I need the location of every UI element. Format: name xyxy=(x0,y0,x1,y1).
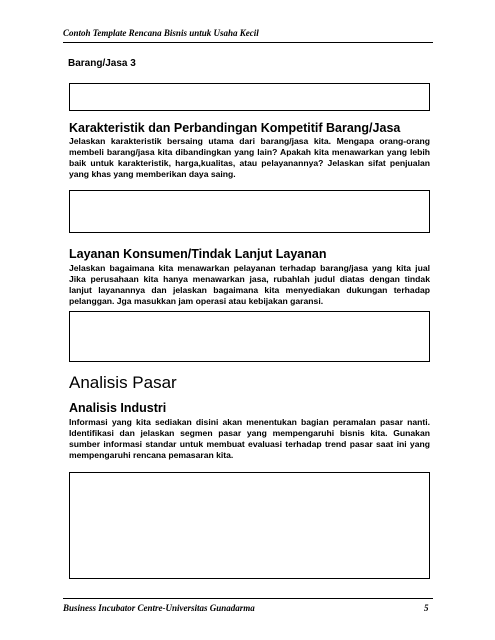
goods-label: Barang/Jasa 3 xyxy=(68,58,136,69)
running-header: Contoh Template Rencana Bisnis untuk Usaha Kecil xyxy=(63,28,259,38)
industry-instructions: Informasi yang kita sediakan disini akan menentukan bagian peramalan pasar nanti. Identifikasi dan jelaskan segmen pasar yang mempengaruhi bisnis kita. Gunakan sumber informasi standar untuk membuat evaluasi terhadap trend pasar saat ini yang mempengaruhi rencana pemasaran kita. xyxy=(69,417,430,460)
footer-text: Business Incubator Centre-Universitas Gunadarma xyxy=(63,603,255,613)
market-analysis-heading: Analisis Pasar xyxy=(69,373,177,392)
competitive-input-box[interactable] xyxy=(69,190,430,233)
competitive-instructions: Jelaskan karakteristik bersaing utama dari barang/jasa kita. Mengapa orang-orang membeli barang/jasa kita dibandingkan yang lain? Apakah kita menawarkan yang lebih baik untuk karakteristik, harga,kualitas, atau pelayanannya? Jelaskan sifat penjualan yang khas yang memberikan daya saing. xyxy=(69,136,430,179)
page-number: 5 xyxy=(424,603,429,613)
industry-heading: Analisis Industri xyxy=(69,401,167,415)
competitive-heading: Karakteristik dan Perbandingan Kompetitif Barang/Jasa xyxy=(69,121,401,135)
service-instructions: Jelaskan bagaimana kita menawarkan pelayanan terhadap barang/jasa yang kita jual Jika perusahaan kita hanya menawarkan jasa, rubahlah judul diatas dengan tindak lanjut layanannya dan jelaskan bagaimana kita menyediakan dukungan terhadap pelanggan. Jga masukkan jam operasi atau kebijakan garansi. xyxy=(69,263,430,306)
industry-input-box[interactable] xyxy=(69,472,430,579)
header-rule xyxy=(63,42,433,43)
service-input-box[interactable] xyxy=(69,311,430,362)
footer-rule xyxy=(63,598,433,599)
goods-input-box[interactable] xyxy=(69,83,430,111)
service-heading: Layanan Konsumen/Tindak Lanjut Layanan xyxy=(69,247,327,261)
